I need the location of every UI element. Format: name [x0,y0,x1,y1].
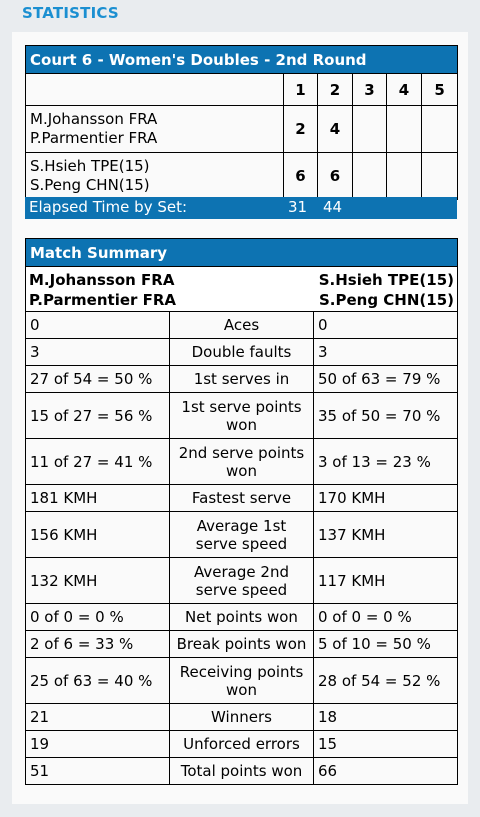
team-2-set-3 [353,153,387,200]
summary-left-value: 19 [26,731,170,758]
elapsed-time-set-2: 44 [323,198,343,216]
summary-right-value: 15 [314,731,458,758]
summary-row [26,704,458,731]
match-summary-title: Match Summary [26,239,458,267]
summary-right-value: 28 of 54 = 52 % [314,658,458,704]
summary-right-value: 50 of 63 = 79 % [314,366,458,393]
summary-row [26,366,458,393]
team-2-set-5 [422,153,458,200]
summary-right-value: 3 of 13 = 23 % [314,439,458,485]
team-1-set-2: 4 [318,106,353,153]
summary-left-value: 0 [26,312,170,339]
summary-row [26,758,458,785]
scoreboard-title: Court 6 - Women's Doubles - 2nd Round [26,46,458,74]
elapsed-time-set-1: 31 [288,198,308,216]
team-2-player-2: S.Peng CHN(15) [30,176,150,194]
team-1-players [26,106,284,153]
summary-left-value: 156 KMH [26,512,170,558]
summary-row [26,731,458,758]
summary-right-value: 66 [314,758,458,785]
summary-left-player-1: M.Johansson FRA [29,271,175,289]
team-2-set-2: 6 [318,153,353,200]
summary-left-value: 11 of 27 = 41 % [26,439,170,485]
summary-player-header [26,267,458,312]
summary-right-value: 0 of 0 = 0 % [314,604,458,631]
elapsed-time-bar [25,197,457,219]
summary-row [26,485,458,512]
summary-stat-label: Unforced errors [170,731,314,758]
summary-row [26,339,458,366]
summary-left-value: 3 [26,339,170,366]
summary-stat-label: Average 2nd serve speed [170,558,314,604]
set-header-1: 1 [284,74,318,106]
team-2-set-4 [387,153,422,200]
summary-stat-label: Aces [170,312,314,339]
summary-right-value: 137 KMH [314,512,458,558]
page-title: STATISTICS [22,4,119,22]
page-header [0,0,480,26]
summary-left-value: 51 [26,758,170,785]
summary-stat-label: 2nd serve points won [170,439,314,485]
summary-stat-label: Break points won [170,631,314,658]
summary-stat-label: Winners [170,704,314,731]
summary-row [26,604,458,631]
summary-right-value: 3 [314,339,458,366]
summary-right-value: 0 [314,312,458,339]
summary-left-value: 21 [26,704,170,731]
elapsed-time-label: Elapsed Time by Set: [29,198,188,216]
summary-left-value: 27 of 54 = 50 % [26,366,170,393]
team-2-players [26,153,284,200]
summary-stat-label: Fastest serve [170,485,314,512]
summary-right-value: 117 KMH [314,558,458,604]
summary-right-player-2: S.Peng CHN(15) [318,291,454,309]
set-header-blank [26,74,284,106]
summary-left-value: 0 of 0 = 0 % [26,604,170,631]
team-2-set-1: 6 [284,153,318,200]
statistics-panel [12,32,468,804]
summary-right-value: 18 [314,704,458,731]
summary-right-player-1: S.Hsieh TPE(15) [318,271,454,289]
summary-row [26,439,458,485]
summary-stat-label: Double faults [170,339,314,366]
set-header-5: 5 [422,74,458,106]
summary-row [26,393,458,439]
summary-stat-label: 1st serve points won [170,393,314,439]
team-1-player-1: M.Johansson FRA [30,110,158,128]
summary-left-value: 2 of 6 = 33 % [26,631,170,658]
summary-left-value: 25 of 63 = 40 % [26,658,170,704]
summary-row [26,658,458,704]
summary-row [26,558,458,604]
team-1-set-3 [353,106,387,153]
summary-right-value: 170 KMH [314,485,458,512]
scoreboard-table [25,45,458,200]
summary-row [26,312,458,339]
team-1-set-1: 2 [284,106,318,153]
summary-left-player-2: P.Parmentier FRA [29,291,177,309]
summary-stat-label: Net points won [170,604,314,631]
set-header-3: 3 [353,74,387,106]
summary-left-value: 181 KMH [26,485,170,512]
team-2-player-1: S.Hsieh TPE(15) [30,157,150,175]
summary-stat-label: 1st serves in [170,366,314,393]
summary-row [26,512,458,558]
match-summary-table [25,238,458,785]
summary-right-value: 35 of 50 = 70 % [314,393,458,439]
summary-left-value: 15 of 27 = 56 % [26,393,170,439]
team-row-1 [26,106,458,153]
team-1-set-4 [387,106,422,153]
summary-stat-label: Receiving points won [170,658,314,704]
team-row-2 [26,153,458,200]
summary-right-value: 5 of 10 = 50 % [314,631,458,658]
team-1-player-2: P.Parmentier FRA [30,129,158,147]
set-header-2: 2 [318,74,353,106]
set-header-4: 4 [387,74,422,106]
team-1-set-5 [422,106,458,153]
summary-stat-label: Total points won [170,758,314,785]
summary-left-value: 132 KMH [26,558,170,604]
summary-row [26,631,458,658]
summary-stat-label: Average 1st serve speed [170,512,314,558]
